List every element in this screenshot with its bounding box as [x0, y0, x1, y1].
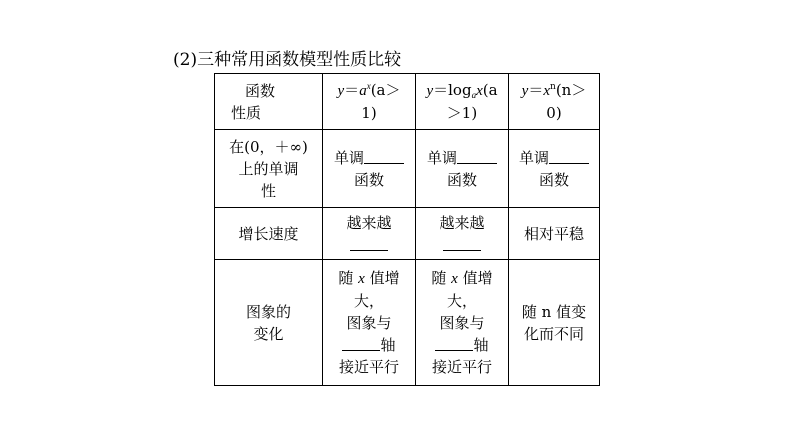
header-exp-y: y — [337, 83, 345, 99]
header-logarithmic — [416, 74, 509, 130]
cell-growth-log: 越来越 — [416, 208, 509, 260]
answer-blank[interactable] — [364, 149, 404, 164]
row-growth — [215, 208, 600, 260]
header-exp-cond1: (a＞ — [370, 81, 401, 99]
header-log-sub: a — [471, 90, 477, 100]
cell-graph-exp: 随 x 值增 大， 图象与 轴 接近平行 — [323, 260, 416, 386]
answer-blank[interactable] — [549, 149, 589, 164]
header-log-var: x — [476, 83, 483, 99]
header-power — [509, 74, 600, 130]
header-log-cond1: (a — [482, 81, 498, 99]
header-log-cond2: ＞1) — [446, 104, 478, 122]
header-log-eq: ＝log — [433, 81, 472, 99]
section-heading: (2)三种常用函数模型性质比较 — [173, 50, 402, 70]
cell-growth-exp: 越来越 — [323, 208, 416, 260]
cell-monotonic-exp: 单调 函数 — [323, 130, 416, 208]
header-pow-cond2: 0) — [546, 104, 562, 122]
answer-blank[interactable] — [350, 236, 388, 251]
answer-blank[interactable] — [342, 336, 380, 351]
header-exp-sup: x — [366, 81, 371, 91]
header-pow-y: y — [521, 83, 529, 99]
header-corner-cell — [215, 74, 323, 130]
header-pow-sup: n — [550, 82, 556, 92]
label-graph: 图象的 变化 — [215, 260, 323, 386]
corner-bottom: 性质 — [231, 103, 262, 122]
cell-monotonic-power: 单调 函数 — [509, 130, 600, 208]
header-exponential — [323, 74, 416, 130]
cell-growth-power: 相对平稳 — [509, 208, 600, 260]
cell-monotonic-log: 单调 函数 — [416, 130, 509, 208]
answer-blank[interactable] — [435, 336, 473, 351]
header-log-y: y — [426, 83, 434, 99]
label-monotonic: 在(0，＋∞) 上的单调 性 — [215, 130, 323, 208]
header-exp-eq: ＝ — [344, 81, 360, 99]
answer-blank[interactable] — [443, 236, 481, 251]
header-row — [215, 74, 600, 130]
header-exp-base: a — [359, 83, 367, 99]
corner-top: 函数 — [245, 81, 276, 100]
header-exp-cond2: 1) — [361, 104, 377, 122]
cell-graph-log: 随 x 值增 大， 图象与 轴 接近平行 — [416, 260, 509, 386]
row-monotonic — [215, 130, 600, 208]
label-growth: 增长速度 — [215, 208, 323, 260]
comparison-table — [214, 73, 600, 386]
header-pow-base: x — [543, 83, 551, 99]
answer-blank[interactable] — [457, 149, 497, 164]
header-pow-cond1: (n＞ — [555, 81, 587, 99]
cell-graph-power: 随 n 值变 化而不同 — [509, 260, 600, 386]
header-pow-eq: ＝ — [528, 81, 544, 99]
row-graph — [215, 260, 600, 386]
